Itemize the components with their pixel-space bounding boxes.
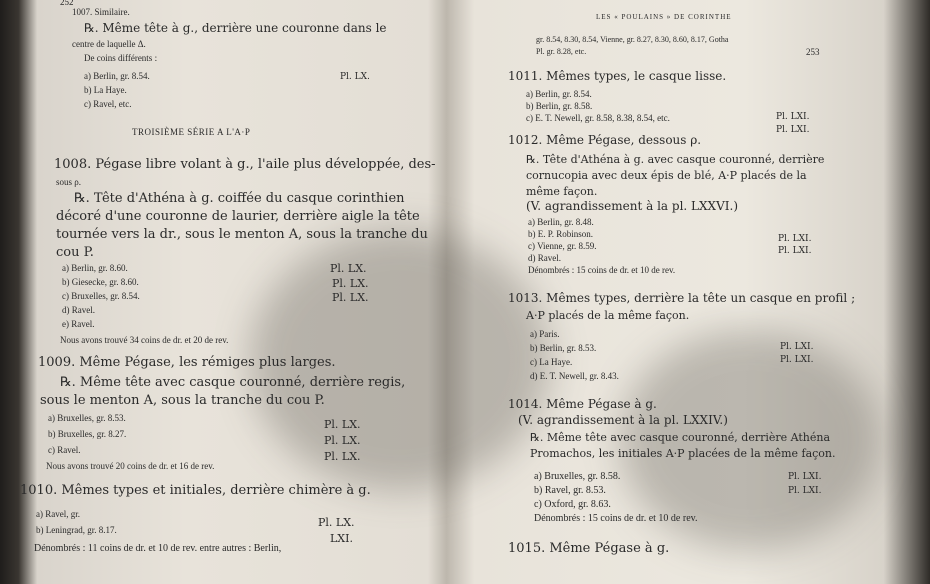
right-page [446,0,916,584]
list-item: a) Berlin, gr. 8.60. [62,263,128,273]
plate-ref: Pl. LXI. [776,125,810,135]
plate-ref: Pl. LXI. [776,112,810,122]
list-item: c) La Haye. [530,357,573,367]
plate-ref: Pl. LXI. [788,472,822,482]
list-item: a) Paris. [530,329,560,339]
text-line: sous ρ. [56,177,81,187]
entry-1010: 1010. Mêmes types et initiales, derrière chimère à g. [20,483,371,498]
list-item: b) La Haye. [84,85,127,95]
text-line: tournée vers la dr., sous le menton A, sous la tranche du [56,227,428,242]
list-item: c) Ravel, etc. [84,99,132,109]
plate-ref: Pl. LX. [332,277,369,290]
plate-ref: Pl. LXI. [780,342,814,352]
series-title: TROISIÈME SÉRIE A L'A·P [132,127,251,137]
list-item: c) Bruxelles, gr. 8.54. [62,291,140,301]
plate-ref: Pl. LX. [330,262,367,275]
plate-ref: Pl. LX. [324,418,361,431]
text-line: ℞. Même tête avec casque couronné, derrière Athéna [530,431,831,444]
list-item: c) Vienne, gr. 8.59. [528,241,597,251]
entry-1014: 1014. Même Pégase à g. [508,397,657,411]
text-line: ℞. Même tête avec casque couronné, derrière regis, [60,375,406,390]
count-line: Dénombrés : 15 coins de dr. et 10 de rev. [534,513,698,524]
count-line: Dénombrés : 15 coins de dr. et 10 de rev. [528,265,676,275]
text-line: décoré d'une couronne de laurier, derrière aigle la tête [56,209,420,224]
plate-ref: Pl. LXI. [778,234,812,244]
plate-ref: Pl. LX. [332,291,369,304]
count-line: Dénombrés : 11 coins de dr. et 10 de rev. entre autres : Berlin, [34,543,282,554]
text-line: cou P. [56,245,94,260]
text-line: ℞. Même tête à g., derrière une couronne dans le [84,21,387,35]
plate-ref: Pl. LXI. [778,246,812,256]
entry-1008: 1008. Pégase libre volant à g., l'aile plus développée, des- [54,157,436,172]
list-item: b) E. P. Robinson. [528,229,594,239]
entry-1012: 1012. Même Pégase, dessous ρ. [508,133,702,147]
list-item: c) E. T. Newell, gr. 8.58, 8.38, 8.54, etc. [526,113,670,123]
list-item: c) Ravel. [48,445,81,455]
list-item: a) Berlin, gr. 8.48. [528,217,594,227]
entry-1013: 1013. Mêmes types, derrière la tête un casque en profil ; [508,291,856,305]
list-item: b) Ravel, gr. 8.53. [534,485,606,496]
enlargement-ref: (V. agrandissement à la pl. LXXVI.) [526,199,738,213]
entry-1011: 1011. Mêmes types, le casque lisse. [508,69,727,83]
text-line: sous le menton A, sous la tranche du cou P. [40,393,325,408]
plate-ref: Pl. LX. [318,516,355,529]
count-line: Nous avons trouvé 20 coins de dr. et 16 de rev. [46,461,215,471]
plate-ref: Pl. LX. [324,434,361,447]
left-page [14,0,434,584]
enlargement-ref: (V. agrandissement à la pl. LXXIV.) [518,413,728,427]
entry-1007: 1007. Similaire. [72,7,130,17]
text-line: A·P placés de la même façon. [526,309,690,322]
text-line: De coins différents : [84,53,158,63]
text-line: ℞. Tête d'Athéna à g. coiffée du casque corinthien [74,191,405,206]
text-line: même façon. [526,185,598,198]
list-item: b) Leningrad, gr. 8.17. [36,525,117,535]
entry-1015: 1015. Même Pégase à g. [508,541,670,556]
plate-ref: Pl. LX. [324,450,361,463]
list-item: e) Ravel. [62,319,95,329]
list-item: a) Berlin, gr. 8.54. [526,89,592,99]
list-item: a) Ravel, gr. [36,509,80,519]
list-item: c) Oxford, gr. 8.63. [534,499,611,510]
list-item: b) Giesecke, gr. 8.60. [62,277,139,287]
list-item: a) Bruxelles, gr. 8.58. [534,471,621,482]
page-number: 253 [806,47,820,57]
entry-1009: 1009. Même Pégase, les rémiges plus larges. [38,355,336,370]
list-item: d) Ravel. [62,305,95,315]
text-line: gr. 8.54, 8.30, 8.54, Vienne, gr. 8.27, 8.30, 8.60, 8.17, Gotha [536,35,729,44]
running-header: LES « POULAINS » DE CORINTHE [596,13,732,21]
plate-ref: LXI. [330,532,353,545]
text-line: Pl. gr. 8.28, etc. [536,47,587,56]
plate-ref: Pl. LXI. [788,486,822,496]
text-line: Promachos, les initiales A·P placées de la même façon. [530,447,836,460]
list-item: b) Berlin, gr. 8.58. [526,101,593,111]
plate-ref: Pl. LX. [340,72,370,82]
plate-ref: Pl. LXI. [780,355,814,365]
text-line: ℞. Tête d'Athéna à g. avec casque couronné, derrière [526,153,825,166]
list-item: a) Bruxelles, gr. 8.53. [48,413,126,423]
list-item: d) E. T. Newell, gr. 8.43. [530,371,619,381]
list-item: b) Berlin, gr. 8.53. [530,343,597,353]
list-item: b) Bruxelles, gr. 8.27. [48,429,127,439]
list-item: d) Ravel. [528,253,561,263]
list-item: a) Berlin, gr. 8.54. [84,71,150,81]
count-line: Nous avons trouvé 34 coins de dr. et 20 de rev. [60,335,229,345]
text-line: centre de laquelle Δ. [72,39,146,49]
text-line: cornucopia avec deux épis de blé, A·P placés de la [526,169,807,182]
page-number: 252 [60,0,74,7]
